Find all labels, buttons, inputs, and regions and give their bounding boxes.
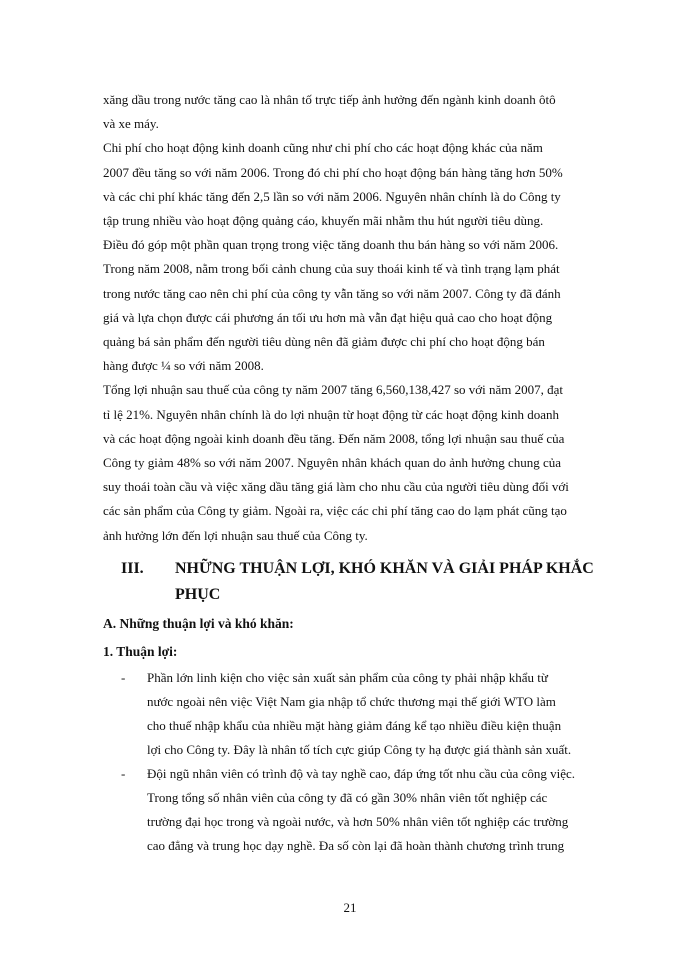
paragraph-expenses [103,136,598,378]
section-title-line: PHỤC [175,585,221,603]
text-line: trong nước tăng cao nên chi phí của công ty vẫn tăng so với năm 2007. Công ty đã đánh [103,285,561,301]
text-line: hàng được ¼ so với năm 2008. [103,358,264,374]
text-line: giá và lựa chọn được cái phương án tối ưu hơn mà vẫn đạt hiệu quả cao cho hoạt động [103,309,553,325]
text-line: Đội ngũ nhân viên có trình độ và tay nghề cao, đáp ứng tốt nhu cầu của công việc. [147,765,575,781]
text-line: Phần lớn linh kiện cho việc sản xuất sản phẩm của công ty phải nhập khẩu từ [147,669,548,685]
text-line: Điều đó góp một phần quan trọng trong việc tăng doanh thu bán hàng so với năm 2006. [103,237,559,253]
section-title-line: NHỮNG THUẬN LỢI, KHÓ KHĂN VÀ GIẢI PHÁP KHẮC [175,559,594,577]
advantages-list [103,666,598,858]
text-line: suy thoái toàn cầu và việc xăng dầu tăng giá làm cho nhu cầu của người tiêu dùng đối với [103,479,569,495]
dash-bullet: - [121,765,126,781]
text-line: cho thuế nhập khẩu của nhiều mặt hàng giảm đáng kể tạo nhiều điều kiện thuận [147,717,562,733]
text-line: tỉ lệ 21%. Nguyên nhân chính là do lợi nhuận từ hoạt động từ các hoạt động kinh doanh [103,406,560,422]
text-line: Tổng lợi nhuận sau thuế của công ty năm 2007 tăng 6,560,138,427 so với năm 2007, đạt [103,382,564,398]
text-line: quảng bá sản phẩm đến người tiêu dùng nên đã giảm được chi phí cho hoạt động bán [103,334,545,350]
list-item [103,666,598,762]
paragraph-profit [103,378,598,547]
section-number: III. [121,559,144,577]
text-line: ảnh hưởng lớn đến lợi nhuận sau thuế của Công ty. [103,527,368,543]
text-line: nước ngoài nên việc Việt Nam gia nhập tổ chức thương mại thế giới WTO làm [147,693,556,709]
text-line: và các chi phí khác tăng đến 2,5 lần so với năm 2006. Nguyên nhân chính là do Công ty [103,188,561,204]
section-title [103,556,598,608]
text-line: và xe máy. [103,116,159,132]
page-number: 21 [343,900,357,915]
text-line: các sản phẩm của Công ty giảm. Ngoài ra, việc các chi phí tăng cao do lạm phát cũng tạo [103,503,567,519]
text-line: Trong tổng số nhân viên của công ty đã có gần 30% nhân viên tốt nghiệp các [147,789,548,805]
subheading-advantages: 1. Thuận lợi: [103,643,178,659]
text-line: cao đẳng và trung học dạy nghề. Đa số còn lại đã hoàn thành chương trình trung [147,837,565,853]
text-line: xăng dầu trong nước tăng cao là nhân tố trực tiếp ảnh hưởng đến ngành kinh doanh ôtô [103,92,556,107]
text-line: 2007 đều tăng so với năm 2006. Trong đó chi phí cho hoạt động bán hàng tăng hơn 50% [103,164,563,180]
page-content [103,88,598,858]
section-heading [103,556,598,608]
text-line: và các hoạt động ngoài kinh doanh đều tăng. Đến năm 2008, tổng lợi nhuận sau thuế của [103,430,565,446]
paragraph-fuel-impact [103,88,598,136]
text-line: Chi phí cho hoạt động kinh doanh cũng như chi phí cho các hoạt động khác của năm [103,140,543,156]
text-line: Trong năm 2008, nằm trong bối cảnh chung của suy thoái kinh tế và tình trạng lạm phát [103,261,560,277]
list-item [103,762,598,858]
text-line: lợi cho Công ty. Đây là nhân tố tích cực giúp Công ty hạ được giá thành sản xuất. [147,741,572,757]
dash-bullet: - [121,669,126,685]
text-line: Công ty giảm 48% so với năm 2007. Nguyên nhân khách quan do ảnh hưởng chung của [103,455,562,471]
subheading-advantages-difficulties: A. Những thuận lợi và khó khăn: [103,615,294,631]
text-line: tập trung nhiều vào hoạt động quảng cáo, khuyến mãi nhằm thu hút người tiêu dùng. [103,213,544,229]
text-line: trường đại học trong và ngoài nước, và hơn 50% nhân viên tốt nghiệp các trường [147,813,569,829]
